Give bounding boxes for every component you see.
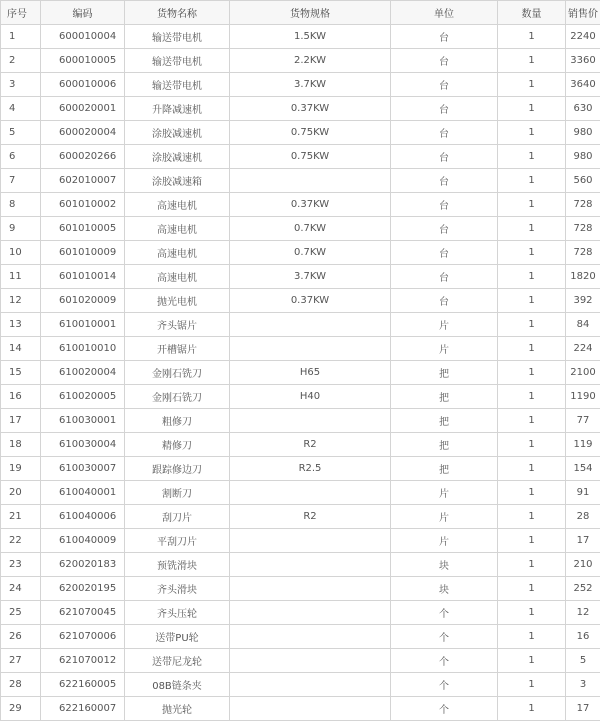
table-row [1, 409, 600, 433]
cell-code: 600020004 [41, 121, 125, 145]
cell-spec: 2.2KW [230, 49, 391, 73]
cell-price: 560 [566, 169, 600, 193]
cell-price: 3 [566, 673, 600, 697]
cell-code: 600020001 [41, 97, 125, 121]
cell-index: 2 [1, 49, 41, 73]
cell-quantity: 1 [498, 313, 566, 337]
cell-unit: 台 [391, 169, 498, 193]
cell-index: 17 [1, 409, 41, 433]
table-row [1, 121, 600, 145]
table-row [1, 553, 600, 577]
table-row [1, 433, 600, 457]
cell-index: 7 [1, 169, 41, 193]
header-quantity: 数量 [498, 1, 566, 25]
cell-spec: 0.75KW [230, 145, 391, 169]
cell-quantity: 1 [498, 457, 566, 481]
cell-price: 84 [566, 313, 600, 337]
cell-price: 154 [566, 457, 600, 481]
cell-unit: 片 [391, 529, 498, 553]
cell-unit: 把 [391, 433, 498, 457]
cell-price: 5 [566, 649, 600, 673]
header-price: 销售价 [566, 1, 600, 25]
cell-price: 28 [566, 505, 600, 529]
cell-spec: 0.37KW [230, 193, 391, 217]
header-spec: 货物规格 [230, 1, 391, 25]
cell-name: 输送带电机 [125, 73, 230, 97]
cell-spec: 0.7KW [230, 217, 391, 241]
cell-quantity: 1 [498, 337, 566, 361]
cell-code: 610020004 [41, 361, 125, 385]
cell-quantity: 1 [498, 25, 566, 49]
cell-code: 610030004 [41, 433, 125, 457]
cell-code: 610030001 [41, 409, 125, 433]
cell-price: 17 [566, 529, 600, 553]
cell-unit: 把 [391, 385, 498, 409]
cell-code: 600010004 [41, 25, 125, 49]
cell-index: 13 [1, 313, 41, 337]
table-header [1, 1, 600, 25]
cell-name: 齐头锯片 [125, 313, 230, 337]
cell-unit: 台 [391, 97, 498, 121]
cell-spec [230, 313, 391, 337]
cell-unit: 个 [391, 697, 498, 721]
cell-index: 18 [1, 433, 41, 457]
cell-code: 621070012 [41, 649, 125, 673]
cell-unit: 个 [391, 625, 498, 649]
cell-spec: H40 [230, 385, 391, 409]
table-row [1, 625, 600, 649]
table-row [1, 97, 600, 121]
cell-name: 送带尼龙轮 [125, 649, 230, 673]
table-row [1, 145, 600, 169]
cell-name: 金刚石铣刀 [125, 385, 230, 409]
cell-unit: 台 [391, 145, 498, 169]
cell-code: 602010007 [41, 169, 125, 193]
cell-spec: 0.7KW [230, 241, 391, 265]
cell-quantity: 1 [498, 529, 566, 553]
cell-unit: 台 [391, 25, 498, 49]
table-row [1, 193, 600, 217]
cell-price: 1820 [566, 265, 600, 289]
cell-name: 跟踪修边刀 [125, 457, 230, 481]
cell-price: 77 [566, 409, 600, 433]
cell-name: 开槽锯片 [125, 337, 230, 361]
cell-unit: 个 [391, 649, 498, 673]
cell-name: 割断刀 [125, 481, 230, 505]
cell-quantity: 1 [498, 577, 566, 601]
header-row [1, 1, 600, 25]
cell-name: 抛光电机 [125, 289, 230, 313]
cell-unit: 把 [391, 409, 498, 433]
table-row [1, 289, 600, 313]
cell-code: 600020266 [41, 145, 125, 169]
cell-code: 622160007 [41, 697, 125, 721]
cell-index: 21 [1, 505, 41, 529]
cell-spec: R2 [230, 433, 391, 457]
cell-quantity: 1 [498, 385, 566, 409]
cell-code: 610020005 [41, 385, 125, 409]
cell-code: 600010005 [41, 49, 125, 73]
cell-name: 涂胶减速机 [125, 121, 230, 145]
cell-unit: 把 [391, 457, 498, 481]
cell-price: 3640 [566, 73, 600, 97]
cell-price: 17 [566, 697, 600, 721]
cell-price: 1190 [566, 385, 600, 409]
cell-quantity: 1 [498, 433, 566, 457]
cell-quantity: 1 [498, 553, 566, 577]
cell-price: 224 [566, 337, 600, 361]
cell-spec [230, 625, 391, 649]
cell-code: 620020183 [41, 553, 125, 577]
table-row [1, 577, 600, 601]
table-row [1, 481, 600, 505]
cell-quantity: 1 [498, 169, 566, 193]
cell-price: 210 [566, 553, 600, 577]
cell-spec [230, 673, 391, 697]
cell-name: 抛光轮 [125, 697, 230, 721]
cell-spec: 3.7KW [230, 265, 391, 289]
cell-spec [230, 553, 391, 577]
table-body [1, 25, 600, 721]
cell-unit: 台 [391, 217, 498, 241]
header-index: 序号 [1, 1, 41, 25]
cell-index: 4 [1, 97, 41, 121]
table-row [1, 73, 600, 97]
cell-name: 精修刀 [125, 433, 230, 457]
cell-quantity: 1 [498, 601, 566, 625]
cell-quantity: 1 [498, 73, 566, 97]
cell-name: 齐头压轮 [125, 601, 230, 625]
cell-code: 601010002 [41, 193, 125, 217]
cell-code: 601010014 [41, 265, 125, 289]
cell-spec: R2.5 [230, 457, 391, 481]
table-row [1, 169, 600, 193]
table-row [1, 241, 600, 265]
cell-unit: 台 [391, 49, 498, 73]
cell-quantity: 1 [498, 625, 566, 649]
cell-spec [230, 601, 391, 625]
cell-index: 26 [1, 625, 41, 649]
cell-quantity: 1 [498, 289, 566, 313]
cell-code: 601010009 [41, 241, 125, 265]
cell-price: 91 [566, 481, 600, 505]
cell-code: 610040009 [41, 529, 125, 553]
cell-name: 送带PU轮 [125, 625, 230, 649]
cell-index: 20 [1, 481, 41, 505]
cell-spec: H65 [230, 361, 391, 385]
cell-code: 610010010 [41, 337, 125, 361]
cell-quantity: 1 [498, 649, 566, 673]
cell-code: 622160005 [41, 673, 125, 697]
cell-name: 高速电机 [125, 241, 230, 265]
cell-name: 高速电机 [125, 193, 230, 217]
cell-spec: R2 [230, 505, 391, 529]
cell-index: 12 [1, 289, 41, 313]
cell-unit: 台 [391, 289, 498, 313]
cell-price: 2240 [566, 25, 600, 49]
cell-index: 28 [1, 673, 41, 697]
cell-quantity: 1 [498, 505, 566, 529]
table-row [1, 601, 600, 625]
cell-quantity: 1 [498, 217, 566, 241]
cell-index: 3 [1, 73, 41, 97]
cell-unit: 台 [391, 73, 498, 97]
cell-code: 620020195 [41, 577, 125, 601]
table-row [1, 673, 600, 697]
table-row [1, 217, 600, 241]
cell-price: 980 [566, 121, 600, 145]
cell-unit: 片 [391, 337, 498, 361]
cell-quantity: 1 [498, 481, 566, 505]
cell-quantity: 1 [498, 145, 566, 169]
table-row [1, 25, 600, 49]
cell-index: 5 [1, 121, 41, 145]
cell-name: 08B链条夹 [125, 673, 230, 697]
table-row [1, 337, 600, 361]
cell-price: 630 [566, 97, 600, 121]
cell-index: 9 [1, 217, 41, 241]
cell-name: 预铣滑块 [125, 553, 230, 577]
table-row [1, 505, 600, 529]
cell-code: 610040006 [41, 505, 125, 529]
table-row [1, 313, 600, 337]
cell-price: 728 [566, 193, 600, 217]
cell-unit: 台 [391, 193, 498, 217]
cell-code: 601020009 [41, 289, 125, 313]
table-row [1, 49, 600, 73]
cell-price: 119 [566, 433, 600, 457]
cell-index: 10 [1, 241, 41, 265]
cell-code: 621070045 [41, 601, 125, 625]
cell-name: 输送带电机 [125, 25, 230, 49]
cell-code: 610040001 [41, 481, 125, 505]
cell-spec: 0.37KW [230, 97, 391, 121]
cell-price: 252 [566, 577, 600, 601]
cell-index: 23 [1, 553, 41, 577]
cell-price: 728 [566, 217, 600, 241]
header-code: 编码 [41, 1, 125, 25]
cell-quantity: 1 [498, 193, 566, 217]
table-row [1, 361, 600, 385]
table-row [1, 697, 600, 721]
cell-quantity: 1 [498, 409, 566, 433]
cell-name: 高速电机 [125, 265, 230, 289]
cell-spec [230, 529, 391, 553]
cell-unit: 片 [391, 481, 498, 505]
cell-price: 3360 [566, 49, 600, 73]
cell-name: 刮刀片 [125, 505, 230, 529]
cell-index: 16 [1, 385, 41, 409]
cell-index: 6 [1, 145, 41, 169]
cell-quantity: 1 [498, 121, 566, 145]
cell-name: 输送带电机 [125, 49, 230, 73]
cell-index: 22 [1, 529, 41, 553]
cell-spec [230, 697, 391, 721]
cell-name: 升降减速机 [125, 97, 230, 121]
table-row [1, 385, 600, 409]
cell-index: 11 [1, 265, 41, 289]
cell-unit: 个 [391, 601, 498, 625]
cell-unit: 台 [391, 265, 498, 289]
cell-spec: 0.37KW [230, 289, 391, 313]
cell-quantity: 1 [498, 97, 566, 121]
cell-index: 29 [1, 697, 41, 721]
cell-quantity: 1 [498, 697, 566, 721]
cell-spec [230, 337, 391, 361]
cell-code: 610030007 [41, 457, 125, 481]
cell-spec: 0.75KW [230, 121, 391, 145]
cell-unit: 块 [391, 577, 498, 601]
cell-code: 600010006 [41, 73, 125, 97]
cell-spec [230, 577, 391, 601]
cell-price: 392 [566, 289, 600, 313]
cell-index: 24 [1, 577, 41, 601]
cell-name: 涂胶减速箱 [125, 169, 230, 193]
cell-unit: 把 [391, 361, 498, 385]
cell-name: 涂胶减速机 [125, 145, 230, 169]
cell-name: 高速电机 [125, 217, 230, 241]
cell-code: 601010005 [41, 217, 125, 241]
cell-index: 15 [1, 361, 41, 385]
cell-name: 平刮刀片 [125, 529, 230, 553]
header-unit: 单位 [391, 1, 498, 25]
cell-price: 16 [566, 625, 600, 649]
cell-quantity: 1 [498, 49, 566, 73]
cell-spec: 1.5KW [230, 25, 391, 49]
cell-unit: 片 [391, 313, 498, 337]
cell-unit: 台 [391, 121, 498, 145]
cell-quantity: 1 [498, 673, 566, 697]
cell-quantity: 1 [498, 361, 566, 385]
cell-price: 2100 [566, 361, 600, 385]
cell-name: 粗修刀 [125, 409, 230, 433]
cell-unit: 个 [391, 673, 498, 697]
cell-index: 14 [1, 337, 41, 361]
cell-price: 12 [566, 601, 600, 625]
cell-price: 980 [566, 145, 600, 169]
cell-unit: 片 [391, 505, 498, 529]
table-row [1, 265, 600, 289]
cell-code: 610010001 [41, 313, 125, 337]
cell-price: 728 [566, 241, 600, 265]
table-row [1, 529, 600, 553]
cell-index: 8 [1, 193, 41, 217]
cell-code: 621070006 [41, 625, 125, 649]
cell-index: 27 [1, 649, 41, 673]
cell-spec [230, 649, 391, 673]
cell-name: 齐头滑块 [125, 577, 230, 601]
cell-spec: 3.7KW [230, 73, 391, 97]
cell-unit: 台 [391, 241, 498, 265]
cell-spec [230, 169, 391, 193]
cell-spec [230, 481, 391, 505]
cell-spec [230, 409, 391, 433]
cell-quantity: 1 [498, 265, 566, 289]
cell-name: 金刚石铣刀 [125, 361, 230, 385]
table-row [1, 649, 600, 673]
cell-unit: 块 [391, 553, 498, 577]
cell-index: 19 [1, 457, 41, 481]
table-row [1, 457, 600, 481]
cell-quantity: 1 [498, 241, 566, 265]
header-name: 货物名称 [125, 1, 230, 25]
cell-index: 1 [1, 25, 41, 49]
cell-index: 25 [1, 601, 41, 625]
